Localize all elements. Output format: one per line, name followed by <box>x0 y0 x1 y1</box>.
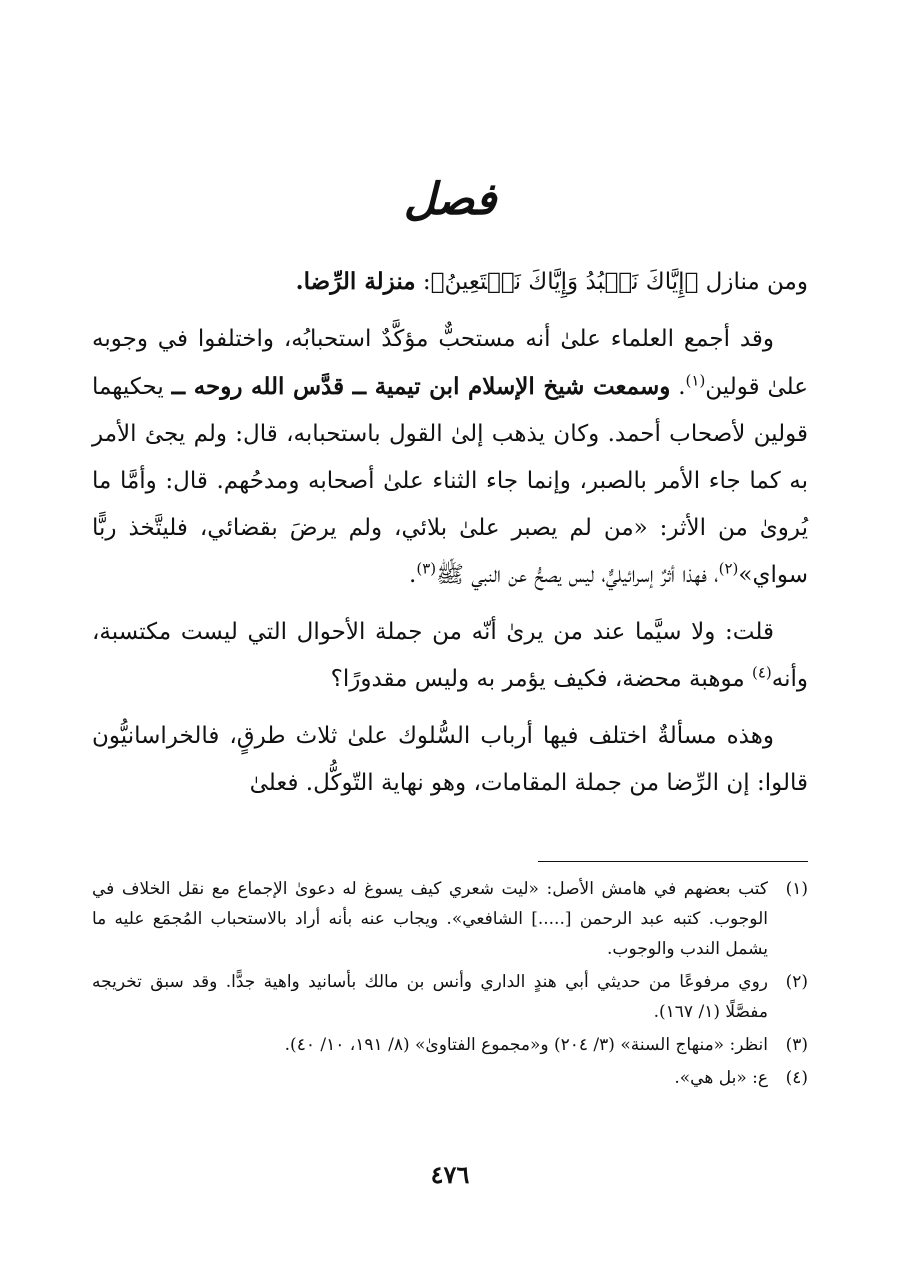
p2-text-3: يحكيهما قولين لأصحاب أحمد. وكان يذهب إلىٰ القول باستحبابه، قال: ولم يجئ الأمر به كما جاء الأمر بالصبر، وإنما جاء الثناء علىٰ أصحابه ومدحُهم. قال: وأمَّا ما يُروىٰ من الأثر: «من لم يصبر علىٰ بلائي، ولم يرضَ بقضائي، فليتَّخذ ربًّا سواي» <box>92 374 808 588</box>
p2-text-2: . <box>670 374 686 400</box>
footnote-ref-4: (٤) <box>751 663 772 682</box>
footnote-text: روي مرفوعًا من حديثي أبي هندٍ الداري وأنس بن مالك بأسانيد واهية جدًّا. وقد سبق تخريجه مفصَّلًا (١/ ١٦٧). <box>92 972 768 1022</box>
footnote-ref-3: (٣) <box>416 559 437 578</box>
p1-colon: : <box>415 269 431 295</box>
footnote-4 <box>92 1063 808 1093</box>
p2-text-4: ، فهذا أثرٌ إسرائيليٌّ، ليس يصحُّ عن النبي ﷺ <box>436 562 719 588</box>
footnote-text: كتب بعضهم في هامش الأصل: «ليت شعري كيف يسوغ له دعوىٰ الإجماع مع نقل الخلاف في الوجوب. كتبه عبد الرحمن [.....] الشافعي». ويجاب عنه بأنه أراد بالاستحباب المُجمَع عليه ما يشمل الندب والوجوب. <box>92 879 768 959</box>
p2-bold-text: وسمعت شيخ الإسلام ابن تيمية ــ قدَّس الله روحه ــ <box>171 373 671 400</box>
footnote-divider <box>538 861 808 862</box>
footnote-1 <box>92 874 808 964</box>
footnote-number: (٢) <box>785 972 808 992</box>
footnotes <box>92 874 808 1096</box>
p3-text-1: قلت: ولا سيَّما عند من يرىٰ أنّه من جملة الأحوال التي ليست مكتسبة، وأنه <box>92 619 808 692</box>
page-number: ٤٧٦ <box>430 1160 470 1189</box>
paragraph-1 <box>92 258 808 306</box>
footnote-text: انظر: «منهاج السنة» (٣/ ٢٠٤) و«مجموع الفتاوىٰ» (٨/ ١٩١، ١٠/ ٤٠). <box>284 1035 768 1055</box>
footnote-ref-2: (٢) <box>718 559 739 578</box>
footnote-number: (٣) <box>785 1035 808 1055</box>
p2-text-5: . <box>409 562 417 588</box>
quran-verse: ﴿إِيَّاكَ نَعۡبُدُ وَإِيَّاكَ نَسۡتَعِينُ﴾ <box>430 269 699 295</box>
station-heading: منزلة الرِّضا. <box>295 268 416 295</box>
paragraph-4 <box>92 713 808 807</box>
footnote-3 <box>92 1030 808 1060</box>
main-text <box>92 258 808 807</box>
footnote-number: (٤) <box>785 1068 808 1088</box>
paragraph-2 <box>92 316 808 599</box>
footnote-number: (١) <box>785 879 808 899</box>
section-title: فصل <box>403 174 497 225</box>
p1-text: ومن منازل <box>698 269 808 295</box>
footnote-2 <box>92 967 808 1027</box>
footnote-text: ع: «بل هي». <box>674 1068 768 1088</box>
p4-text-1: وهذه مسألةٌ اختلف فيها أرباب السُّلوك علىٰ ثلاث طرقٍ، فالخراسانيُّون قالوا: إن الرِّضا من جملة المقامات، وهو نهاية التّوكُّل. فعلىٰ <box>92 723 808 796</box>
footnote-ref-1: (١) <box>685 371 706 390</box>
paragraph-3 <box>92 609 808 703</box>
p3-text-2: موهبة محضة، فكيف يؤمر به وليس مقدورًا؟ <box>330 666 752 692</box>
p2-text-1: وقد أجمع العلماء علىٰ أنه مستحبٌّ مؤكَّدٌ استحبابُه، واختلفوا في وجوبه علىٰ قولين <box>92 326 809 400</box>
